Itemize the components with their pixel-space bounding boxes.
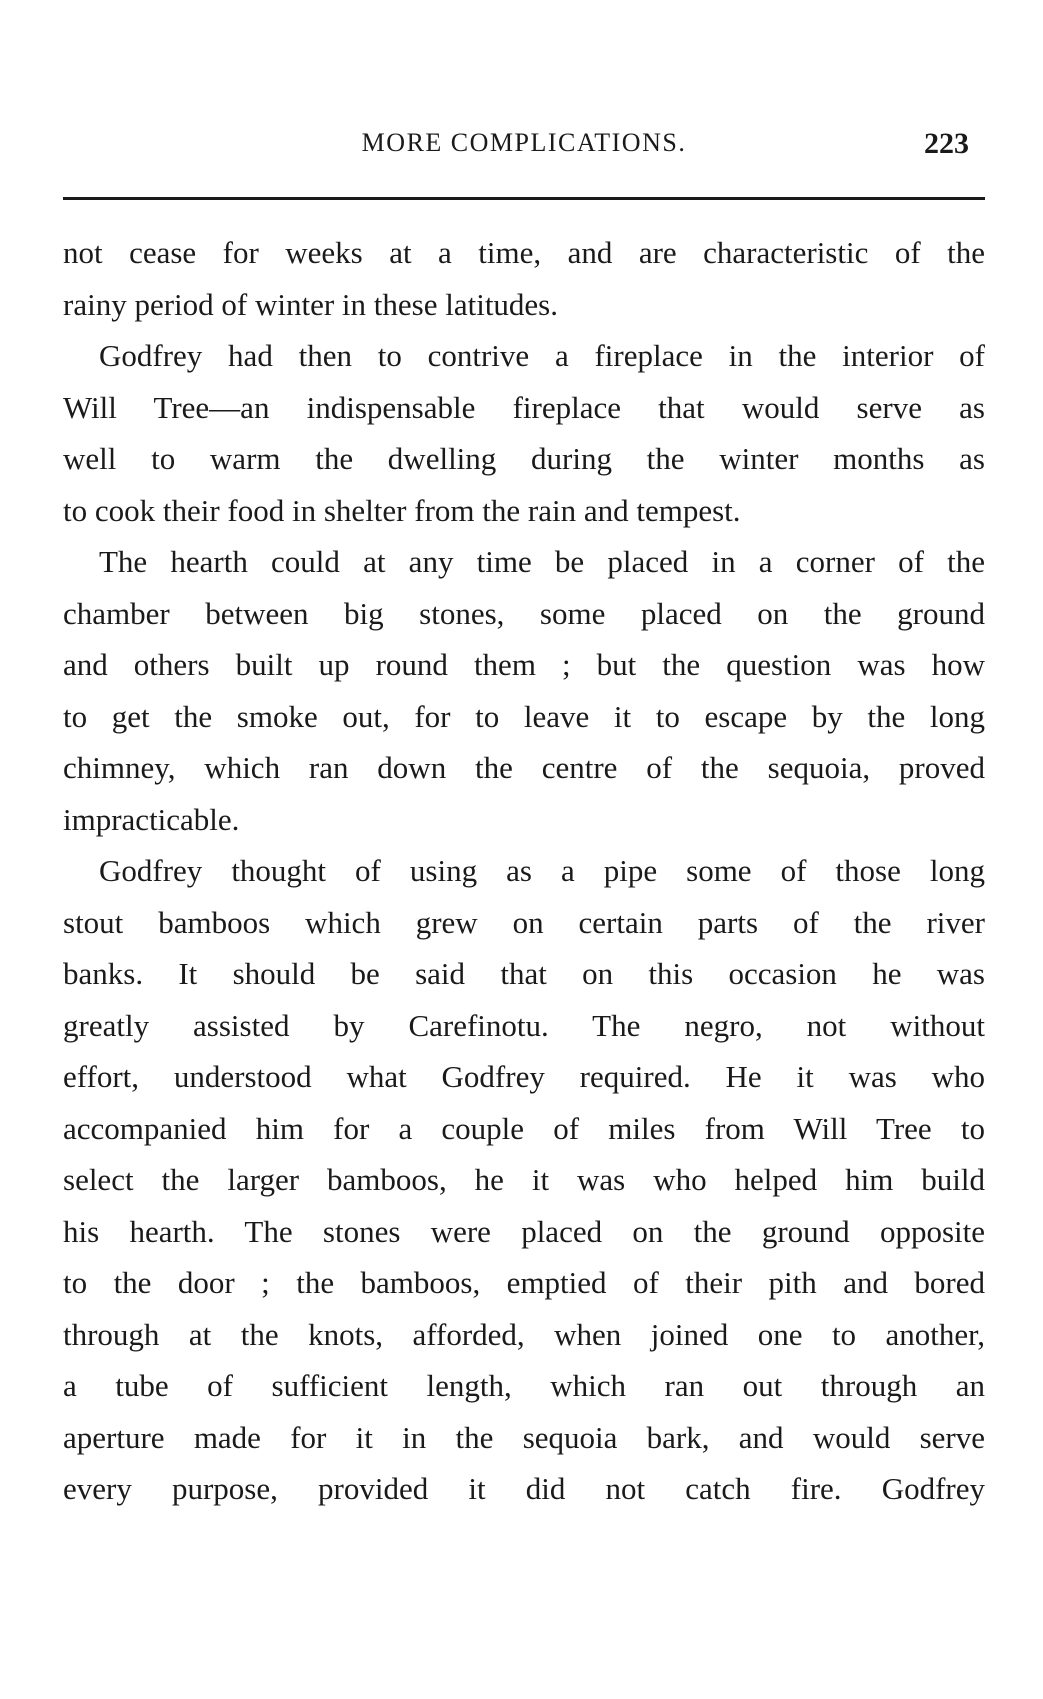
text-line: well to warm the dwelling during the winter months as [63, 441, 985, 476]
page-header [63, 128, 985, 168]
text-line: and others built up round them ; but the question was how [63, 647, 985, 682]
text-line: select the larger bamboos, he it was who helped him build [63, 1162, 985, 1197]
text-line: Godfrey had then to contrive a fireplace in the interior of [99, 338, 985, 373]
book-page [63, 0, 985, 1699]
text-line: banks. It should be said that on this occasion he was [63, 956, 985, 991]
text-line: The hearth could at any time be placed in a corner of the [99, 544, 985, 579]
body-text [63, 227, 985, 1515]
page-number: 223 [924, 127, 969, 160]
text-line: impracticable. [63, 801, 240, 837]
text-line: accompanied him for a couple of miles from Will Tree to [63, 1110, 985, 1146]
text-line: stout bamboos which grew on certain parts of the river [63, 904, 985, 940]
text-line: Godfrey thought of using as a pipe some of those long [99, 853, 985, 888]
text-line: chimney, which ran down the centre of the sequoia, proved [63, 750, 985, 785]
text-line: greatly assisted by Carefinotu. The negro, not without [63, 1007, 985, 1043]
text-line: rainy period of winter in these latitudes. [63, 286, 559, 322]
text-line: not cease for weeks at a time, and are characteristic of the [63, 235, 985, 270]
text-line: a tube of sufficient length, which ran out through an [63, 1368, 985, 1403]
text-line: every purpose, provided it did not catch fire. Godfrey [63, 1471, 985, 1506]
text-line: chamber between big stones, some placed on the ground [63, 595, 985, 631]
text-line: to cook their food in shelter from the rain and tempest. [63, 492, 741, 528]
text-line: Will Tree—an indispensable fireplace that would serve as [63, 389, 985, 425]
text-line: through at the knots, afforded, when joined one to another, [63, 1316, 985, 1352]
text-line: aperture made for it in the sequoia bark, and would serve [63, 1419, 985, 1455]
text-line: to the door ; the bamboos, emptied of their pith and bored [63, 1265, 985, 1300]
header-rule [63, 197, 985, 200]
text-line: effort, understood what Godfrey required. He it was who [63, 1059, 985, 1094]
text-line: his hearth. The stones were placed on the ground opposite [63, 1213, 985, 1249]
running-head: MORE COMPLICATIONS. [361, 128, 687, 157]
text-line: to get the smoke out, for to leave it to escape by the long [63, 698, 985, 734]
